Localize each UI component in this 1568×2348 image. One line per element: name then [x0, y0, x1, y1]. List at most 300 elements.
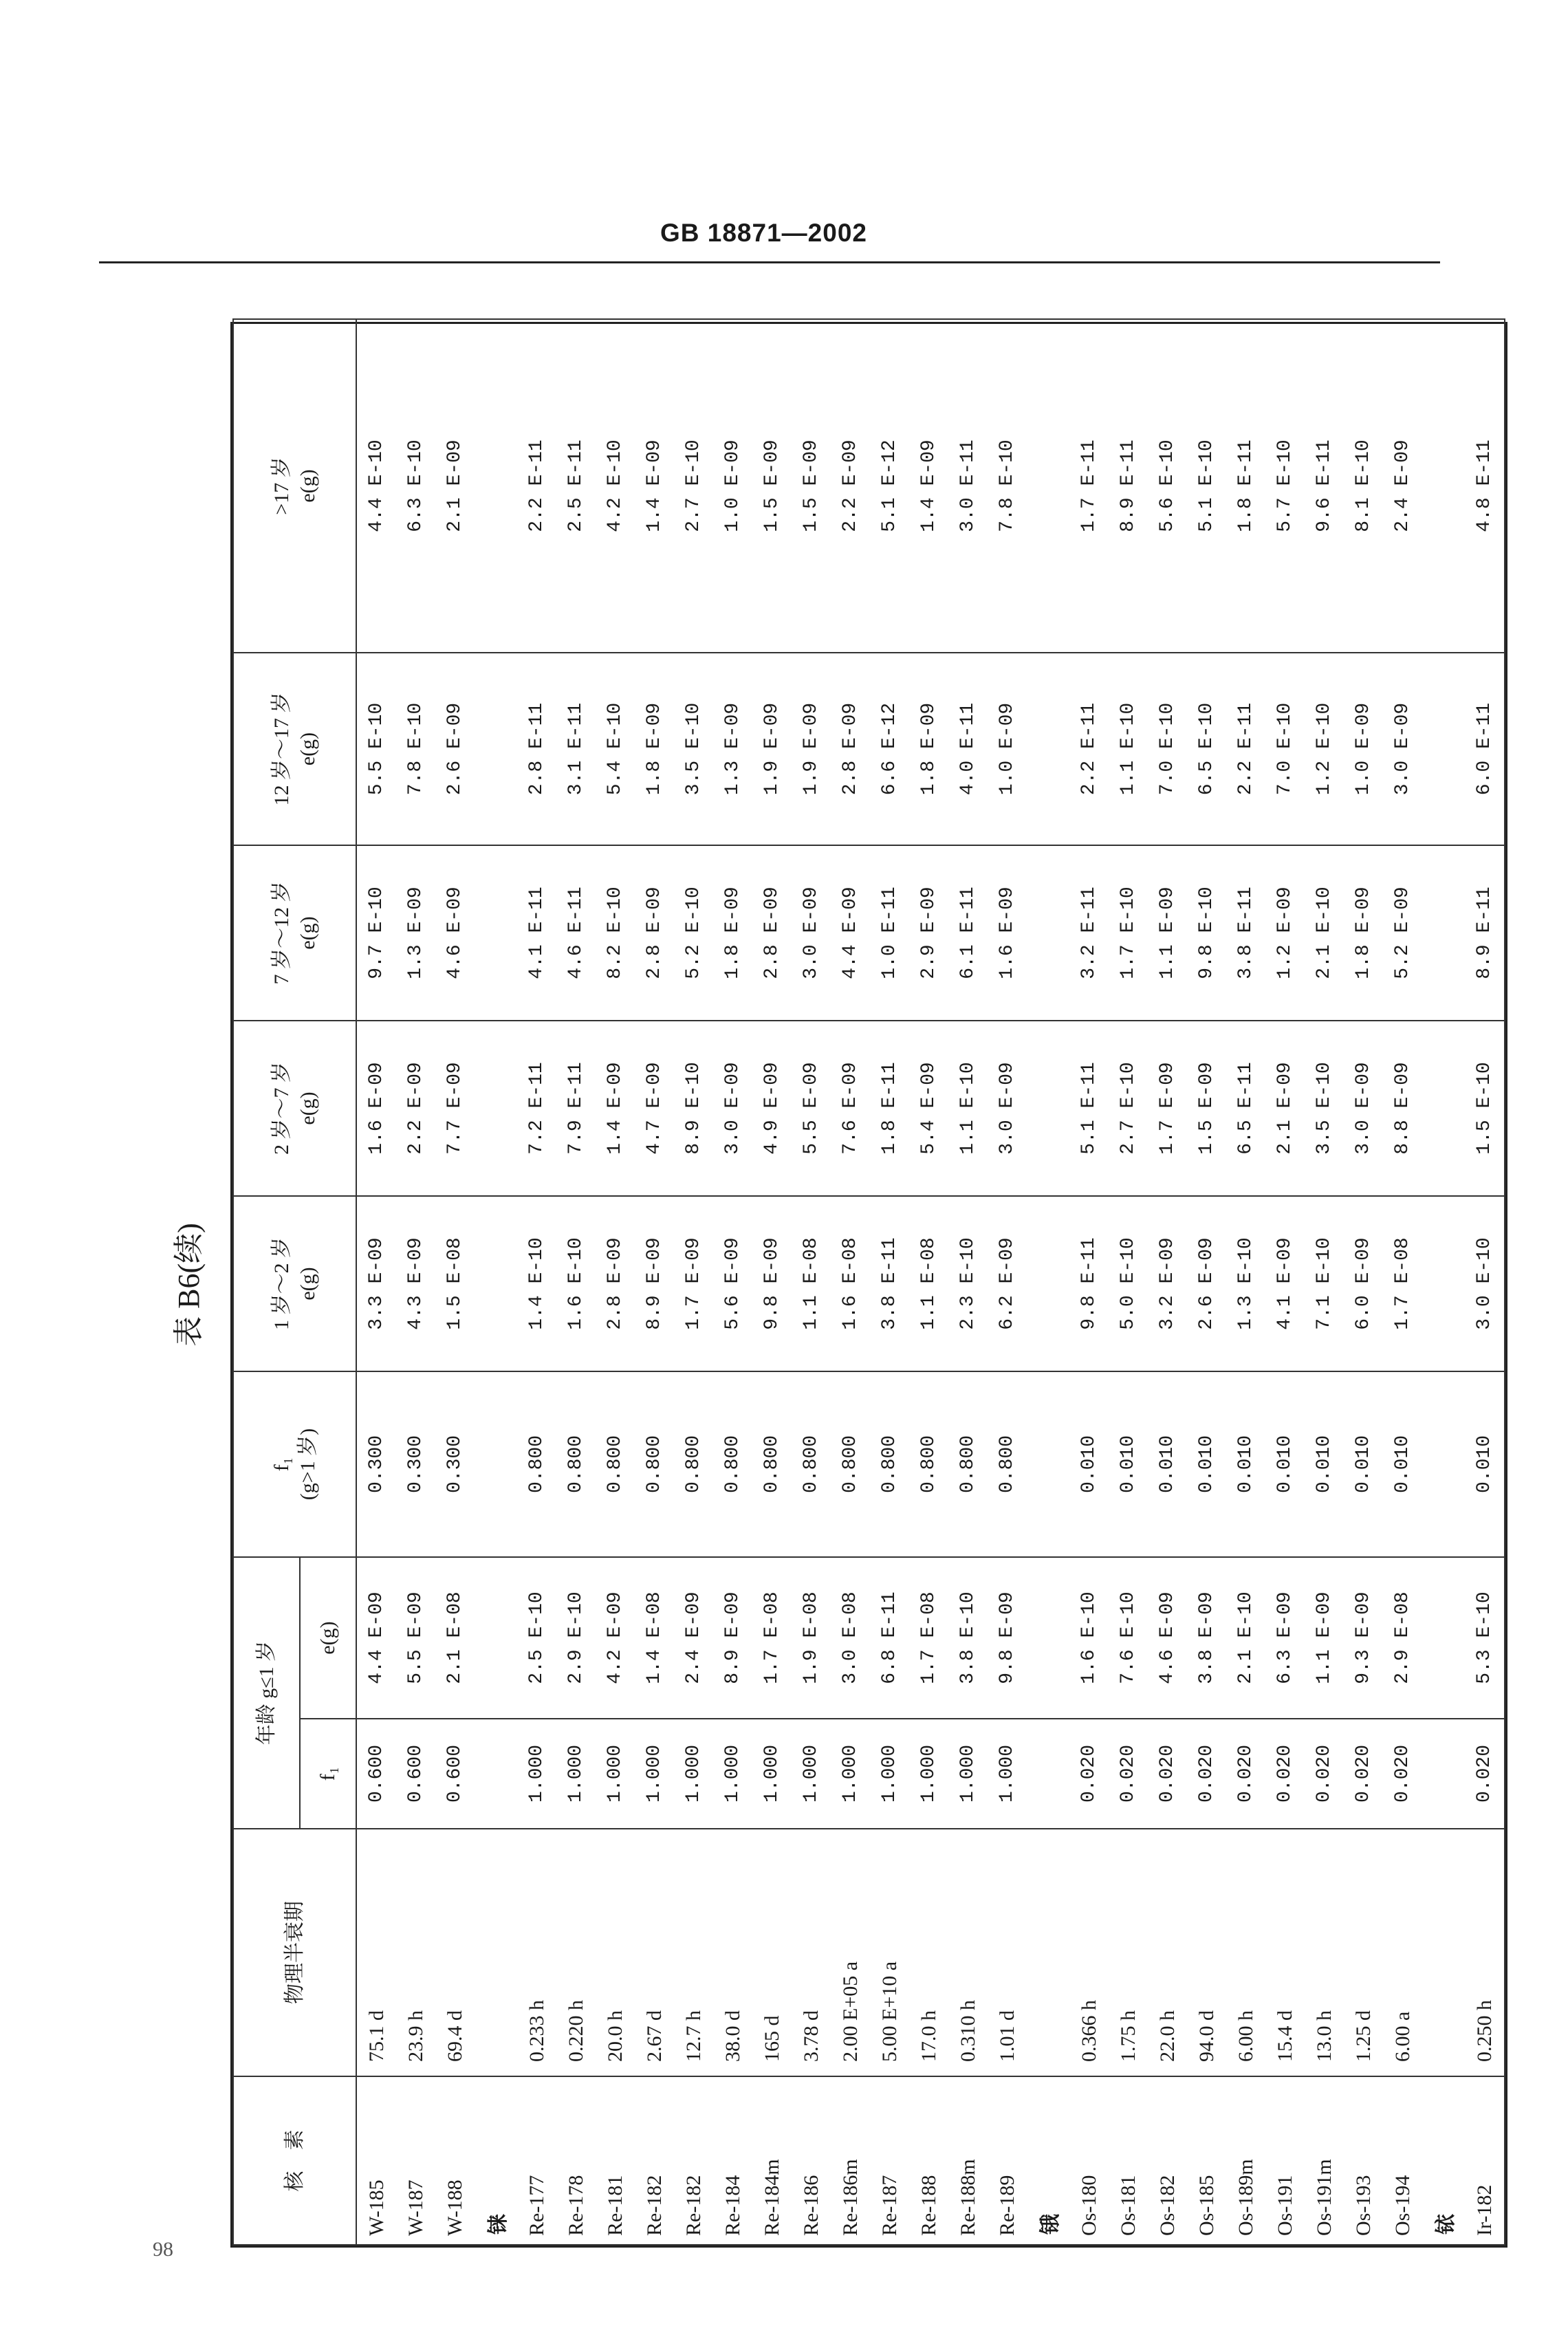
element-group-label: 铼: [475, 2076, 517, 2245]
f1-cell: 1.000: [870, 1719, 909, 1829]
age-1-2-cell: 1.5 E-08: [435, 1196, 475, 1371]
f1-cell: 0.020: [1148, 1719, 1187, 1829]
empty-cell: [1422, 653, 1465, 845]
eg-cell: 5.3 E-10: [1465, 1557, 1505, 1719]
f1-older-cell: 0.300: [396, 1371, 435, 1557]
f1-older-cell: 0.010: [1344, 1371, 1383, 1557]
empty-cell: [475, 1021, 517, 1196]
col-header-age-1-2: [233, 1196, 356, 1371]
age-12-17-cell: 3.5 E-10: [674, 653, 713, 845]
age-1-2-cell: 3.0 E-10: [1465, 1196, 1505, 1371]
age-2-7-cell: 2.7 E-10: [1109, 1021, 1148, 1196]
eg-cell: 1.6 E-10: [1069, 1557, 1109, 1719]
nuclide-cell: W-187: [396, 2076, 435, 2245]
f1-older-cell: 0.010: [1187, 1371, 1226, 1557]
age-17-cell: 1.5 E-09: [792, 319, 831, 653]
col-header-f1-older: [233, 1371, 356, 1557]
nuclide-cell: Re-177: [517, 2076, 556, 2245]
age-7-12-cell: 3.8 E-11: [1226, 845, 1265, 1021]
age-2-7-cell: 1.6 E-09: [356, 1021, 396, 1196]
nuclide-cell: Os-191: [1265, 2076, 1305, 2245]
f1-older-cell: 0.800: [792, 1371, 831, 1557]
f1-older-cell: 0.800: [556, 1371, 596, 1557]
age-17-cell: 9.6 E-11: [1305, 319, 1344, 653]
empty-cell: [1027, 319, 1069, 653]
age-2-7-cell: 5.1 E-11: [1069, 1021, 1109, 1196]
age-12-17-cell: 1.0 E-09: [988, 653, 1027, 845]
empty-cell: [1422, 1196, 1465, 1371]
nuclide-cell: Re-188m: [948, 2076, 988, 2245]
age-17-cell: 2.7 E-10: [674, 319, 713, 653]
empty-cell: [475, 319, 517, 653]
table-row: [674, 319, 713, 2245]
age-1-2-cell: 1.3 E-10: [1226, 1196, 1265, 1371]
half-life-cell: 23.9 h: [396, 1829, 435, 2076]
age-17-cell: 3.0 E-11: [948, 319, 988, 653]
f1-cell: 1.000: [635, 1719, 674, 1829]
empty-cell: [475, 845, 517, 1021]
age-17-unit: e(g): [296, 469, 319, 503]
age-1-2-cell: 8.9 E-09: [635, 1196, 674, 1371]
half-life-cell: 6.00 h: [1226, 1829, 1265, 2076]
f1-older-cell: 0.800: [870, 1371, 909, 1557]
f1-cell: 1.000: [909, 1719, 948, 1829]
nuclide-cell: Re-182: [635, 2076, 674, 2245]
age-1-2-cell: 1.1 E-08: [792, 1196, 831, 1371]
empty-cell: [1027, 1021, 1069, 1196]
f1-older-cell: 0.010: [1069, 1371, 1109, 1557]
half-life-cell: 38.0 d: [713, 1829, 752, 2076]
table-row: [752, 319, 792, 2245]
age-7-12-cell: 8.2 E-10: [596, 845, 635, 1021]
col-header-eg: e(g): [300, 1557, 356, 1719]
f1-cell: 1.000: [674, 1719, 713, 1829]
half-life-cell: 165 d: [752, 1829, 792, 2076]
col-header-age-17: [233, 319, 356, 653]
nuclide-cell: Os-180: [1069, 2076, 1109, 2245]
f1-older-cell: 0.800: [752, 1371, 792, 1557]
age-7-12-label: 7 岁～12 岁: [270, 881, 293, 985]
nuclide-cell: Re-181: [596, 2076, 635, 2245]
nuclide-cell: Re-187: [870, 2076, 909, 2245]
half-life-cell: 6.00 a: [1383, 1829, 1422, 2076]
empty-cell: [1422, 319, 1465, 653]
age-12-17-cell: 5.5 E-10: [356, 653, 396, 845]
age-2-7-cell: 2.1 E-09: [1265, 1021, 1305, 1196]
age-12-17-cell: 1.3 E-09: [713, 653, 752, 845]
age-2-7-cell: 5.5 E-09: [792, 1021, 831, 1196]
table-row: [1109, 319, 1148, 2245]
empty-cell: [1422, 1021, 1465, 1196]
age-17-cell: 4.4 E-10: [356, 319, 396, 653]
age-12-17-label: 12 岁～17 岁: [270, 692, 293, 806]
age-7-12-cell: 9.7 E-10: [356, 845, 396, 1021]
age-7-12-cell: 4.6 E-09: [435, 845, 475, 1021]
eg-cell: 1.7 E-08: [752, 1557, 792, 1719]
eg-cell: 9.8 E-09: [988, 1557, 1027, 1719]
age-1-2-cell: 1.7 E-09: [674, 1196, 713, 1371]
f1-cell: 0.020: [1226, 1719, 1265, 1829]
age-12-17-cell: 2.8 E-09: [831, 653, 870, 845]
age-17-cell: 1.5 E-09: [752, 319, 792, 653]
eg-cell: 1.1 E-09: [1305, 1557, 1344, 1719]
f1-older-cell: 0.800: [635, 1371, 674, 1557]
age-12-17-unit: e(g): [296, 732, 319, 766]
half-life-cell: 3.78 d: [792, 1829, 831, 2076]
table-row: [356, 319, 396, 2245]
nuclide-cell: Os-193: [1344, 2076, 1383, 2245]
nuclide-cell: Ir-182: [1465, 2076, 1505, 2245]
table-row: [1069, 319, 1109, 2245]
age-7-12-cell: 4.1 E-11: [517, 845, 556, 1021]
age-7-12-cell: 1.7 E-10: [1109, 845, 1148, 1021]
empty-cell: [475, 1557, 517, 1719]
age-2-7-cell: 7.6 E-09: [831, 1021, 870, 1196]
f1-older-cell: 0.800: [948, 1371, 988, 1557]
table-row: [635, 319, 674, 2245]
age-1-2-cell: 6.2 E-09: [988, 1196, 1027, 1371]
f1-cell: 0.020: [1069, 1719, 1109, 1829]
eg-cell: 2.4 E-09: [674, 1557, 713, 1719]
eg-cell: 4.6 E-09: [1148, 1557, 1187, 1719]
half-life-cell: 0.250 h: [1465, 1829, 1505, 2076]
age-7-12-cell: 2.1 E-10: [1305, 845, 1344, 1021]
element-group-row: [475, 319, 517, 2245]
eg-cell: 3.8 E-10: [948, 1557, 988, 1719]
table-row: [1344, 319, 1383, 2245]
age-2-7-cell: 1.8 E-11: [870, 1021, 909, 1196]
age-1-2-unit: e(g): [296, 1267, 319, 1301]
f1-older-cell: 0.010: [1465, 1371, 1505, 1557]
f1-cell: 0.020: [1187, 1719, 1226, 1829]
age-2-7-cell: 5.4 E-09: [909, 1021, 948, 1196]
age-7-12-cell: 1.1 E-09: [1148, 845, 1187, 1021]
age-7-12-cell: 1.8 E-09: [713, 845, 752, 1021]
f1-cell: 1.000: [831, 1719, 870, 1829]
table-title: 表 B6(续): [172, 1223, 206, 1347]
table-row: [713, 319, 752, 2245]
half-life-cell: 1.75 h: [1109, 1829, 1148, 2076]
half-life-cell: 20.0 h: [596, 1829, 635, 2076]
age-2-7-cell: 8.9 E-10: [674, 1021, 713, 1196]
table-row: [1265, 319, 1305, 2245]
col-header-age-12-17: [233, 653, 356, 845]
age-17-cell: 1.4 E-09: [635, 319, 674, 653]
f1-older-cell: 0.300: [435, 1371, 475, 1557]
age-12-17-cell: 2.8 E-11: [517, 653, 556, 845]
age-7-12-cell: 5.2 E-09: [1383, 845, 1422, 1021]
eg-cell: 1.4 E-08: [635, 1557, 674, 1719]
age-2-7-cell: 6.5 E-11: [1226, 1021, 1265, 1196]
eg-cell: 9.3 E-09: [1344, 1557, 1383, 1719]
age-1-2-cell: 9.8 E-11: [1069, 1196, 1109, 1371]
f1-cell: 1.000: [596, 1719, 635, 1829]
f1-older-cell: 0.010: [1265, 1371, 1305, 1557]
nuclide-cell: Re-186m: [831, 2076, 870, 2245]
age-1-2-cell: 5.6 E-09: [713, 1196, 752, 1371]
age-12-17-cell: 3.0 E-09: [1383, 653, 1422, 845]
eg-cell: 7.6 E-10: [1109, 1557, 1148, 1719]
eg-cell: 5.5 E-09: [396, 1557, 435, 1719]
nuclide-cell: Re-188: [909, 2076, 948, 2245]
nuclide-cell: Os-185: [1187, 2076, 1226, 2245]
table-row: [1383, 319, 1422, 2245]
half-life-cell: 15.4 d: [1265, 1829, 1305, 2076]
age-17-cell: 5.7 E-10: [1265, 319, 1305, 653]
age-1-2-cell: 3.2 E-09: [1148, 1196, 1187, 1371]
table-row: [1148, 319, 1187, 2245]
eg-cell: 4.2 E-09: [596, 1557, 635, 1719]
age-17-cell: 2.2 E-11: [517, 319, 556, 653]
nuclide-cell: Re-184: [713, 2076, 752, 2245]
nuclide-cell: Os-189m: [1226, 2076, 1265, 2245]
rotated-table-block: [162, 322, 1496, 2248]
nuclide-cell: Os-181: [1109, 2076, 1148, 2245]
age-17-cell: 8.1 E-10: [1344, 319, 1383, 653]
f1-older-cell: 0.010: [1383, 1371, 1422, 1557]
f1-cell: 1.000: [752, 1719, 792, 1829]
eg-cell: 8.9 E-09: [713, 1557, 752, 1719]
age-12-17-cell: 3.1 E-11: [556, 653, 596, 845]
f1-cell: 0.020: [1383, 1719, 1422, 1829]
col-header-age-group: 年龄 g≤1 岁: [233, 1557, 300, 1829]
empty-cell: [1027, 1196, 1069, 1371]
table-row: [831, 319, 870, 2245]
age-2-7-cell: 7.7 E-09: [435, 1021, 475, 1196]
half-life-cell: 69.4 d: [435, 1829, 475, 2076]
age-2-7-cell: 1.5 E-10: [1465, 1021, 1505, 1196]
f1-older-cell: 0.010: [1109, 1371, 1148, 1557]
f1-older-cell: 0.800: [909, 1371, 948, 1557]
table-row: [517, 319, 556, 2245]
eg-cell: 1.7 E-08: [909, 1557, 948, 1719]
f1-cell: 1.000: [988, 1719, 1027, 1829]
age-17-cell: 2.5 E-11: [556, 319, 596, 653]
age-2-7-cell: 7.2 E-11: [517, 1021, 556, 1196]
table-row: [948, 319, 988, 2245]
age-7-12-cell: 5.2 E-10: [674, 845, 713, 1021]
age-1-2-cell: 6.0 E-09: [1344, 1196, 1383, 1371]
age-17-cell: 1.4 E-09: [909, 319, 948, 653]
age-12-17-cell: 6.0 E-11: [1465, 653, 1505, 845]
standard-code: GB 18871—2002: [660, 219, 867, 247]
nuclide-cell: W-188: [435, 2076, 475, 2245]
half-life-cell: 1.01 d: [988, 1829, 1027, 2076]
f1-cell: 0.020: [1465, 1719, 1505, 1829]
empty-cell: [1027, 1719, 1069, 1829]
age-17-cell: 2.4 E-09: [1383, 319, 1422, 653]
empty-cell: [1027, 1557, 1069, 1719]
page-number: 98: [153, 2238, 173, 2261]
table-row: [1465, 319, 1505, 2245]
dose-coefficient-table: [232, 318, 1505, 2246]
eg-cell: 6.3 E-09: [1265, 1557, 1305, 1719]
eg-cell: 2.1 E-08: [435, 1557, 475, 1719]
age-1-2-cell: 9.8 E-09: [752, 1196, 792, 1371]
age-1-2-cell: 1.1 E-08: [909, 1196, 948, 1371]
eg-cell: 3.8 E-09: [1187, 1557, 1226, 1719]
f1-cell: 0.020: [1344, 1719, 1383, 1829]
f1-cell: 1.000: [948, 1719, 988, 1829]
age-1-2-cell: 5.0 E-10: [1109, 1196, 1148, 1371]
age-7-12-cell: 2.8 E-09: [752, 845, 792, 1021]
age-12-17-cell: 1.9 E-09: [752, 653, 792, 845]
age-1-2-cell: 2.6 E-09: [1187, 1196, 1226, 1371]
age-12-17-cell: 5.4 E-10: [596, 653, 635, 845]
element-group-label: 铱: [1422, 2076, 1465, 2245]
half-life-cell: 2.00 E+05 a: [831, 1829, 870, 2076]
eg-cell: 1.9 E-08: [792, 1557, 831, 1719]
age-17-cell: 4.8 E-11: [1465, 319, 1505, 653]
eg-cell: 4.4 E-09: [356, 1557, 396, 1719]
age-7-12-cell: 1.8 E-09: [1344, 845, 1383, 1021]
empty-cell: [1027, 845, 1069, 1021]
age-2-7-cell: 8.8 E-09: [1383, 1021, 1422, 1196]
f1-older-cell: 0.800: [596, 1371, 635, 1557]
age-12-17-cell: 7.0 E-10: [1265, 653, 1305, 845]
half-life-cell: 17.0 h: [909, 1829, 948, 2076]
col-header-half-life: 物理半衰期: [233, 1829, 356, 2076]
f1-older-cell: 0.800: [517, 1371, 556, 1557]
col-header-nuclide: 核 素: [233, 2076, 356, 2245]
age-12-17-cell: 4.0 E-11: [948, 653, 988, 845]
half-life-cell: 1.25 d: [1344, 1829, 1383, 2076]
age-17-cell: 2.1 E-09: [435, 319, 475, 653]
age-1-2-cell: 3.8 E-11: [870, 1196, 909, 1371]
eg-cell: 2.9 E-08: [1383, 1557, 1422, 1719]
empty-cell: [1422, 1829, 1465, 2076]
table-row: [870, 319, 909, 2245]
empty-cell: [475, 1719, 517, 1829]
table-row: [556, 319, 596, 2245]
col-header-age-7-12: [233, 845, 356, 1021]
age-17-cell: 4.2 E-10: [596, 319, 635, 653]
f1-cell: 0.020: [1305, 1719, 1344, 1829]
f1-older-cell: 0.010: [1226, 1371, 1265, 1557]
age-12-17-cell: 6.6 E-12: [870, 653, 909, 845]
nuclide-cell: Re-186: [792, 2076, 831, 2245]
table-row: [988, 319, 1027, 2245]
empty-cell: [475, 1371, 517, 1557]
age-12-17-cell: 7.0 E-10: [1148, 653, 1187, 845]
age-7-12-unit: e(g): [296, 916, 319, 950]
age-17-cell: 6.3 E-10: [396, 319, 435, 653]
col-header-age-2-7: [233, 1021, 356, 1196]
age-12-17-cell: 1.2 E-10: [1305, 653, 1344, 845]
age-2-7-cell: 3.5 E-10: [1305, 1021, 1344, 1196]
nuclide-cell: Os-182: [1148, 2076, 1187, 2245]
age-1-2-cell: 7.1 E-10: [1305, 1196, 1344, 1371]
age-7-12-cell: 9.8 E-10: [1187, 845, 1226, 1021]
age-7-12-cell: 3.0 E-09: [792, 845, 831, 1021]
nuclide-cell: Os-191m: [1305, 2076, 1344, 2245]
element-group-label: 锇: [1027, 2076, 1069, 2245]
f1-cell: 0.600: [435, 1719, 475, 1829]
age-12-17-cell: 2.2 E-11: [1226, 653, 1265, 845]
header-rule: [99, 261, 1440, 263]
eg-cell: 3.0 E-08: [831, 1557, 870, 1719]
table-row: [792, 319, 831, 2245]
table-row: [596, 319, 635, 2245]
half-life-cell: 0.233 h: [517, 1829, 556, 2076]
nuclide-cell: W-185: [356, 2076, 396, 2245]
age-1-2-cell: 1.4 E-10: [517, 1196, 556, 1371]
age-17-cell: 1.0 E-09: [713, 319, 752, 653]
empty-cell: [1422, 1719, 1465, 1829]
f1-older-cell: 0.800: [713, 1371, 752, 1557]
f1-older-cell: 0.800: [674, 1371, 713, 1557]
age-2-7-cell: 3.0 E-09: [713, 1021, 752, 1196]
nuclide-cell: Re-178: [556, 2076, 596, 2245]
age-1-2-cell: 1.6 E-10: [556, 1196, 596, 1371]
table-row: [1226, 319, 1265, 2245]
age-2-7-label: 2 岁～7 岁: [270, 1062, 293, 1155]
age-2-7-unit: e(g): [296, 1091, 319, 1125]
f1-cell: 0.600: [396, 1719, 435, 1829]
age-12-17-cell: 1.9 E-09: [792, 653, 831, 845]
age-2-7-cell: 2.2 E-09: [396, 1021, 435, 1196]
col-header-f1: f₁: [300, 1719, 356, 1829]
age-1-2-cell: 1.7 E-08: [1383, 1196, 1422, 1371]
age-7-12-cell: 1.6 E-09: [988, 845, 1027, 1021]
half-life-cell: 22.0 h: [1148, 1829, 1187, 2076]
f1-cell: 1.000: [792, 1719, 831, 1829]
age-12-17-cell: 1.0 E-09: [1344, 653, 1383, 845]
half-life-cell: 0.366 h: [1069, 1829, 1109, 2076]
age-2-7-cell: 1.4 E-09: [596, 1021, 635, 1196]
age-12-17-cell: 1.1 E-10: [1109, 653, 1148, 845]
empty-cell: [1422, 1371, 1465, 1557]
age-17-label: >17 岁: [270, 457, 293, 515]
half-life-cell: 5.00 E+10 a: [870, 1829, 909, 2076]
half-life-cell: 75.1 d: [356, 1829, 396, 2076]
eg-cell: 2.1 E-10: [1226, 1557, 1265, 1719]
age-2-7-cell: 1.7 E-09: [1148, 1021, 1187, 1196]
table-body: [356, 319, 1505, 2245]
half-life-cell: 2.67 d: [635, 1829, 674, 2076]
age-1-2-label: 1 岁～2 岁: [270, 1237, 293, 1330]
age-2-7-cell: 3.0 E-09: [988, 1021, 1027, 1196]
f1-cell: 0.020: [1109, 1719, 1148, 1829]
empty-cell: [1027, 1829, 1069, 2076]
age-1-2-cell: 1.6 E-08: [831, 1196, 870, 1371]
f1-older-cell: 0.800: [988, 1371, 1027, 1557]
age-7-12-cell: 8.9 E-11: [1465, 845, 1505, 1021]
age-12-17-cell: 6.5 E-10: [1187, 653, 1226, 845]
eg-cell: 6.8 E-11: [870, 1557, 909, 1719]
age-12-17-cell: 1.8 E-09: [635, 653, 674, 845]
age-17-cell: 1.8 E-11: [1226, 319, 1265, 653]
age-1-2-cell: 2.8 E-09: [596, 1196, 635, 1371]
age-7-12-cell: 2.9 E-09: [909, 845, 948, 1021]
age-17-cell: 5.1 E-10: [1187, 319, 1226, 653]
f1-cell: 0.020: [1265, 1719, 1305, 1829]
table-row: [1187, 319, 1226, 2245]
age-17-cell: 7.8 E-10: [988, 319, 1027, 653]
table-frame: [230, 322, 1507, 2248]
f1-cell: 1.000: [713, 1719, 752, 1829]
empty-cell: [1027, 1371, 1069, 1557]
nuclide-cell: Re-189: [988, 2076, 1027, 2245]
age-17-cell: 5.1 E-12: [870, 319, 909, 653]
empty-cell: [475, 653, 517, 845]
age-1-2-cell: 3.3 E-09: [356, 1196, 396, 1371]
age-17-cell: 1.7 E-11: [1069, 319, 1109, 653]
age-2-7-cell: 4.9 E-09: [752, 1021, 792, 1196]
half-life-cell: 13.0 h: [1305, 1829, 1344, 2076]
age-2-7-cell: 7.9 E-11: [556, 1021, 596, 1196]
table-row: [396, 319, 435, 2245]
